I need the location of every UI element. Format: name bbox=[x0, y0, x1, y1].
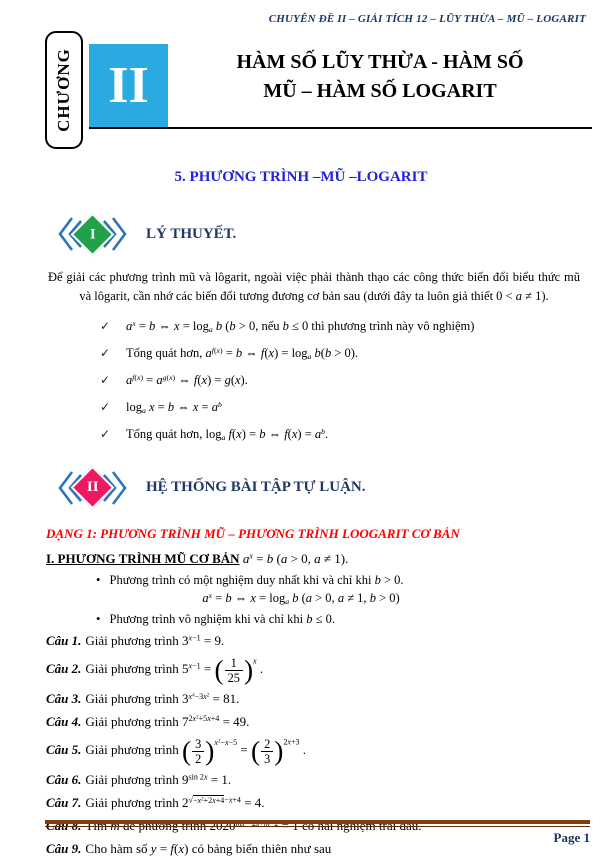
chapter-side-label-box bbox=[45, 31, 83, 149]
page-footer bbox=[45, 820, 590, 846]
bullet-dot-icon: • bbox=[96, 611, 101, 626]
exercises-heading: HỆ THỐNG BÀI TẬP TỰ LUẬN. bbox=[146, 479, 366, 496]
theory-bullet bbox=[100, 313, 602, 340]
question-text: Giải phương trình ( $\frac{3}{2}$ ) $^{x^2-x-5}$ = ( $\frac{2}{3}$ ) $^{2x+3}$ . bbox=[85, 736, 307, 767]
question-label: Câu 7. bbox=[46, 795, 82, 811]
formula: $a^{f(x)} = a^{g(x)}$ ⇔ f(x) = g(x). bbox=[126, 372, 248, 387]
roman-numeral-badge-I bbox=[46, 210, 138, 258]
theory-bullet bbox=[100, 394, 602, 421]
chapter-number-box: II bbox=[89, 44, 168, 127]
question-4 bbox=[46, 714, 602, 731]
question-5 bbox=[46, 737, 602, 766]
theory-bullet-list bbox=[100, 313, 602, 448]
question-text: Giải phương trình $9^{sin 2x} = 1$. bbox=[85, 772, 232, 788]
dang1-title: DẠNG 1: PHƯƠNG TRÌNH MŨ – PHƯƠNG TRÌNH LOOGARIT CƠ BẢN bbox=[46, 525, 460, 541]
footer-rule-thin bbox=[45, 826, 590, 828]
chapter-side-label: CHƯƠNG bbox=[54, 48, 74, 132]
question-label: Câu 6. bbox=[46, 772, 82, 788]
bullet-dot-icon: • bbox=[96, 572, 101, 587]
exercises-heading-row bbox=[46, 464, 602, 512]
question-text: Giải phương trình $5^{x-1}$ = ( $\frac{1}{25}$ ) $^x$ . bbox=[85, 655, 264, 686]
question-text: Giải phương trình $7^{2x^2+5x+4} = 49$. bbox=[85, 713, 250, 729]
question-text: Cho hàm số y = f(x) có bảng biến thiên như sau bbox=[85, 840, 332, 856]
formula: Tổng quát hơn, $a^{f(x)} = b$ ⇔ $f(x) = \log_a b(b > 0)$. bbox=[126, 345, 359, 361]
page-number: Page 1 bbox=[553, 830, 590, 845]
roman-numeral-badge-II bbox=[46, 464, 138, 512]
formula: $a^x = b$ ⇔ $x = \log_a b$ (b > 0, nếu b ≤ 0 thì phương trình này vô nghiệm) bbox=[126, 318, 475, 334]
formula: Tổng quát hơn, $\log_a f(x) = b$ ⇔ $f(x) = a^b$. bbox=[126, 426, 329, 442]
checkmark-icon: ✓ bbox=[100, 399, 111, 414]
question-2 bbox=[46, 656, 602, 685]
chapter-banner bbox=[45, 31, 592, 149]
question-label: Câu 1. bbox=[46, 632, 82, 648]
question-text: Giải phương trình $3^{x-1} = 9$. bbox=[85, 632, 225, 648]
diamond-icon: I bbox=[70, 212, 114, 256]
note-text: Phương trình vô nghiệm khi và chỉ khi b ≤ 0. bbox=[109, 611, 335, 626]
checkmark-icon: ✓ bbox=[100, 426, 111, 441]
running-header: CHUYÊN ĐỀ II – GIẢI TÍCH 12 – LŨY THỪA – MŨ – LOGARIT bbox=[268, 13, 586, 25]
theory-bullet bbox=[100, 367, 602, 394]
chapter-title bbox=[168, 34, 592, 127]
basic-equation-formula: $a^x = b$ (a > 0, a ≠ 1). bbox=[242, 550, 349, 566]
question-text: Giải phương trình $2^{√-x^2+2x+4-x+4} = 4$. bbox=[85, 795, 265, 811]
question-label: Câu 5. bbox=[46, 742, 82, 758]
chapter-banner-right bbox=[89, 34, 592, 149]
question-label: Câu 4. bbox=[46, 713, 82, 729]
basic-equation-heading: I. PHƯƠNG TRÌNH MŨ CƠ BẢN bbox=[46, 550, 240, 566]
section-heading: 5. PHƯƠNG TRÌNH –MŨ –LOGARIT bbox=[174, 169, 428, 185]
question-7 bbox=[46, 795, 602, 812]
theory-bullet bbox=[100, 340, 602, 367]
checkmark-icon: ✓ bbox=[100, 318, 111, 333]
note-unique-solution bbox=[96, 573, 602, 588]
formula: $\log_a x = b$ ⇔ $x = a^b$ bbox=[126, 399, 222, 415]
footer-rule bbox=[45, 820, 590, 824]
question-label: Câu 2. bbox=[46, 661, 82, 677]
question-1 bbox=[46, 633, 602, 650]
note-no-solution bbox=[96, 612, 602, 627]
checkmark-icon: ✓ bbox=[100, 372, 111, 387]
question-text: Giải phương trình $3^{x^4-3x^2} = 81$. bbox=[85, 691, 240, 707]
question-6 bbox=[46, 772, 602, 789]
theory-intro-paragraph: Để giải các phương trình mũ và lôgarit, ngoài việc phải thành thạo các công thức biến đổi biểu thức mũ và lôgarit, cần nhớ các biến đổi tương đương cơ bản sau (dưới đây ta luôn giả thiết 0 < a ≠ 1). bbox=[48, 270, 580, 304]
checkmark-icon: ✓ bbox=[100, 345, 111, 360]
question-label: Câu 9. bbox=[46, 840, 82, 856]
theory-bullet bbox=[100, 421, 602, 448]
chapter-title-line1: HÀM SỐ LŨY THỪA - HÀM SỐ bbox=[236, 51, 524, 73]
theory-heading: LÝ THUYẾT. bbox=[146, 225, 237, 242]
center-formula: $a^x = b$ ⇔ $x = \log_a b$ (a > 0, a ≠ 1, b > 0) bbox=[202, 590, 400, 606]
question-label: Câu 3. bbox=[46, 691, 82, 707]
note-text: Phương trình có một nghiệm duy nhất khi và chỉ khi b > 0. bbox=[109, 572, 404, 587]
diamond-icon: II bbox=[70, 466, 114, 510]
horizontal-rule bbox=[89, 127, 592, 129]
chapter-title-line2: MŨ – HÀM SỐ LOGARIT bbox=[263, 80, 497, 102]
question-3 bbox=[46, 691, 602, 708]
theory-heading-row bbox=[46, 210, 602, 258]
basic-equation-heading-line bbox=[46, 551, 602, 567]
